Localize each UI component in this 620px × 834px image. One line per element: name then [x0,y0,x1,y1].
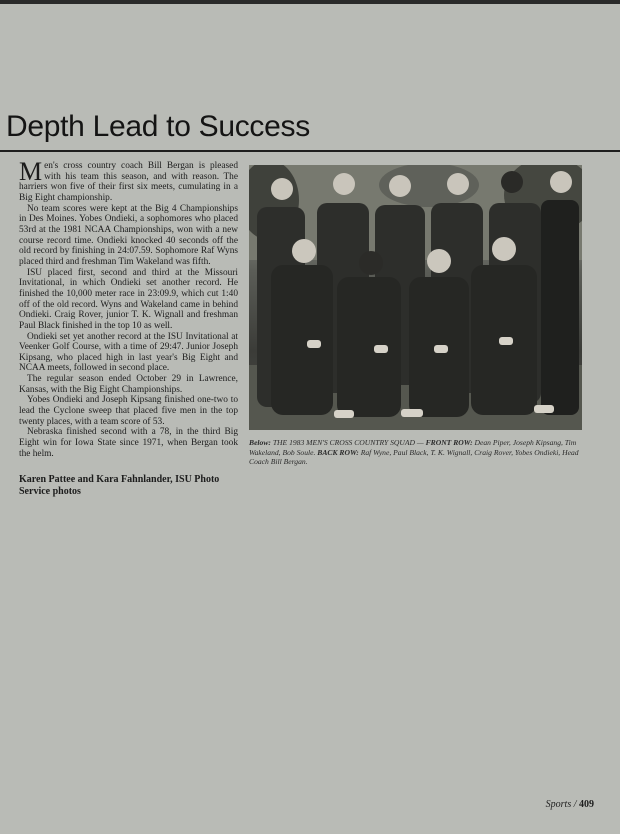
caption-front-names: Dean Piper, Joseph Kipsang, Tim Wakeland, Bob Soule. [249,438,577,457]
caption-title: THE 1983 MEN'S CROSS COUNTRY SQUAD — [270,438,426,447]
team-photo [249,165,582,430]
title-rule [0,150,620,152]
article-body [19,157,238,497]
section-name: Sports / [545,799,579,810]
page-number: 409 [579,799,594,810]
article-paragraph [19,157,238,204]
caption-lead: Below: [249,438,271,447]
article-paragraph: Nebraska finished second with a 78, in the third Big Eight win for Iowa State since 1971, when Bergan took the helm. [19,427,238,459]
article-paragraph: ISU placed first, second and third at the Missouri Invitational, in which Ondieki set another record. He finished the 10,000 meter race in 23:09.9, which cut 1:40 off of the old record. Wyns and Wakeland came in behind Ondieki. Craig Rover, junior T. K. Wignall and freshman Paul Black finished in the top 10 as well. [19,267,238,331]
photo-credit: Karen Pattee and Kara Fahnlander, ISU Photo Service photos [19,474,220,497]
article-paragraph: Yobes Ondieki and Joseph Kipsang finished one-two to lead the Cyclone sweep that placed five men in the top twenty places, with a team score of 53. [19,395,238,427]
page-title: Depth Lead to Success [6,110,310,143]
paragraph-text: en's cross country coach Bill Bergan is pleased with his team this season, and with reason. The harriers won five of their first six meets, cumulating in a Big Eight championship. [19,161,238,203]
drop-cap: M [19,157,43,186]
article-paragraph: Ondieki set yet another record at the ISU Invitational at Veenker Golf Course, with a time of 29:47. Junior Joseph Kipsang, who placed high in last year's Big Eight and NCAA meets, followed in second place. [19,331,238,374]
article-paragraph: No team scores were kept at the Big 4 Championships in Des Moines. Yobes Ondieki, a sophomores who placed 53rd at the 1981 NCAA Championships, won with a new course record time. Ondieki knocked 40 seconds off the old record by finishing in 24:07.59. Sophomore Raf Wyns placed third and freshman Tim Wakeland was fifth. [19,203,238,267]
caption-back-label: BACK ROW: [317,447,359,457]
team-photo-illustration [249,165,582,430]
article-paragraph: The regular season ended October 29 in Lawrence, Kansas, with the Big Eight Championships. [19,374,238,395]
photo-caption [249,438,582,467]
top-edge-band [0,0,620,4]
caption-back-names: Raf Wyne, Paul Black, T. K. Wignall, Craig Rover, Yobes Ondieki, Head Coach Bill Bergan. [249,447,579,467]
caption-front-label: FRONT ROW: [425,438,473,447]
page-footer [546,799,594,810]
